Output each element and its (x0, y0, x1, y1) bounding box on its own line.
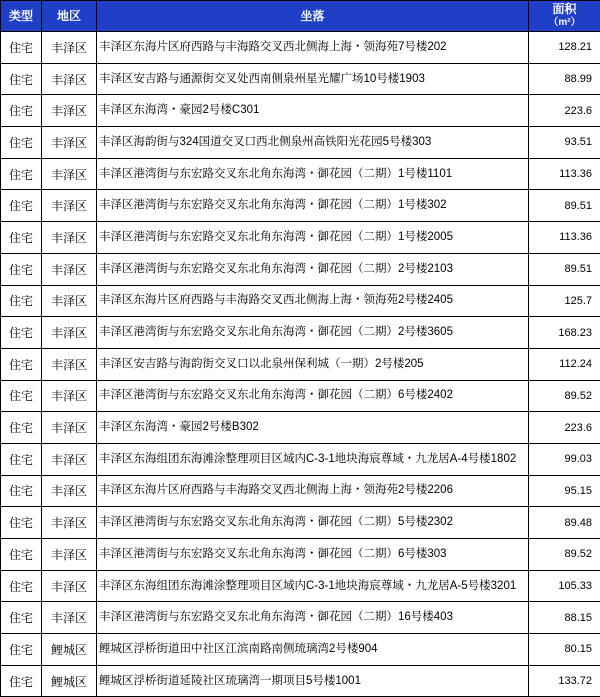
cell-district: 丰泽区 (42, 32, 97, 64)
cell-district: 丰泽区 (42, 158, 97, 190)
table-row (1, 570, 600, 602)
table-row (1, 285, 600, 317)
cell-address: 丰泽区东海湾・豪园2号楼B302 (97, 412, 529, 444)
cell-type: 住宅 (1, 63, 42, 95)
cell-address: 丰泽区港湾街与东宏路交叉东北角东海湾・御花园（二期）16号楼403 (97, 602, 529, 634)
table-row (1, 507, 600, 539)
cell-type: 住宅 (1, 285, 42, 317)
table-row (1, 380, 600, 412)
cell-area: 125.7 (529, 285, 600, 317)
table-row (1, 634, 600, 666)
header-area (529, 1, 600, 32)
header-area-label: 面积 (552, 2, 576, 16)
cell-type: 住宅 (1, 253, 42, 285)
cell-area: 88.99 (529, 63, 600, 95)
cell-district: 丰泽区 (42, 348, 97, 380)
cell-type: 住宅 (1, 412, 42, 444)
cell-area: 112.24 (529, 348, 600, 380)
header-address: 坐落 (97, 1, 529, 32)
cell-address: 丰泽区东海片区府西路与丰海路交叉西北侧海上海・领海苑2号楼2206 (97, 475, 529, 507)
cell-district: 丰泽区 (42, 95, 97, 127)
cell-address: 丰泽区海韵街与324国道交叉口西北侧泉州高铁阳光花园5号楼303 (97, 127, 529, 159)
table-row (1, 127, 600, 159)
table-row (1, 665, 600, 697)
cell-type: 住宅 (1, 602, 42, 634)
cell-area: 89.52 (529, 539, 600, 571)
table-row (1, 412, 600, 444)
cell-type: 住宅 (1, 634, 42, 666)
cell-type: 住宅 (1, 158, 42, 190)
header-row (1, 1, 600, 32)
cell-type: 住宅 (1, 95, 42, 127)
table-row (1, 539, 600, 571)
cell-address: 丰泽区港湾街与东宏路交叉东北角东海湾・御花园（二期）1号楼2005 (97, 222, 529, 254)
cell-district: 丰泽区 (42, 253, 97, 285)
cell-area: 95.15 (529, 475, 600, 507)
cell-type: 住宅 (1, 443, 42, 475)
table-row (1, 95, 600, 127)
cell-address: 丰泽区安吉路与通源街交叉处西南侧泉州星光耀广场10号楼1903 (97, 63, 529, 95)
table-row (1, 32, 600, 64)
header-area-unit: （m²） (531, 16, 598, 29)
cell-type: 住宅 (1, 190, 42, 222)
cell-address: 丰泽区东海片区府西路与丰海路交叉西北侧海上海・领海苑7号楼202 (97, 32, 529, 64)
cell-address: 丰泽区港湾街与东宏路交叉东北角东海湾・御花园（二期）1号楼1101 (97, 158, 529, 190)
cell-area: 133.72 (529, 665, 600, 697)
header-district: 地区 (42, 1, 97, 32)
cell-area: 89.52 (529, 380, 600, 412)
table-body (1, 32, 600, 697)
table-row (1, 443, 600, 475)
cell-district: 丰泽区 (42, 443, 97, 475)
cell-area: 89.51 (529, 253, 600, 285)
cell-address: 丰泽区港湾街与东宏路交叉东北角东海湾・御花园（二期）6号楼2402 (97, 380, 529, 412)
cell-district: 丰泽区 (42, 507, 97, 539)
table-row (1, 348, 600, 380)
table-row (1, 222, 600, 254)
cell-district: 丰泽区 (42, 412, 97, 444)
cell-area: 99.03 (529, 443, 600, 475)
cell-area: 113.36 (529, 222, 600, 254)
cell-area: 80.15 (529, 634, 600, 666)
cell-address: 丰泽区东海湾・豪园2号楼C301 (97, 95, 529, 127)
cell-address: 鲤城区浮桥街道田中社区江滨南路南侧琉璃湾2号楼904 (97, 634, 529, 666)
table-header (1, 1, 600, 32)
cell-address: 丰泽区港湾街与东宏路交叉东北角东海湾・御花园（二期）1号楼302 (97, 190, 529, 222)
cell-area: 105.33 (529, 570, 600, 602)
table-row (1, 190, 600, 222)
cell-area: 223.6 (529, 95, 600, 127)
cell-district: 丰泽区 (42, 285, 97, 317)
cell-type: 住宅 (1, 475, 42, 507)
cell-district: 丰泽区 (42, 380, 97, 412)
cell-area: 89.48 (529, 507, 600, 539)
table-row (1, 602, 600, 634)
cell-area: 113.36 (529, 158, 600, 190)
cell-address: 丰泽区安吉路与海韵街交叉口以北泉州保利城（一期）2号楼205 (97, 348, 529, 380)
cell-area: 223.6 (529, 412, 600, 444)
cell-district: 丰泽区 (42, 63, 97, 95)
cell-type: 住宅 (1, 348, 42, 380)
cell-district: 鲤城区 (42, 634, 97, 666)
cell-address: 丰泽区港湾街与东宏路交叉东北角东海湾・御花园（二期）2号楼3605 (97, 317, 529, 349)
table-row (1, 63, 600, 95)
cell-address: 鲤城区浮桥街道延陵社区琉璃湾一期项目5号楼1001 (97, 665, 529, 697)
cell-type: 住宅 (1, 32, 42, 64)
cell-type: 住宅 (1, 507, 42, 539)
cell-type: 住宅 (1, 539, 42, 571)
cell-address: 丰泽区东海组团东海滩涂整理项目区域内C-3-1地块海宸尊域・九龙居A-5号楼3201 (97, 570, 529, 602)
cell-address: 丰泽区东海组团东海滩涂整理项目区域内C-3-1地块海宸尊域・九龙居A-4号楼1802 (97, 443, 529, 475)
cell-type: 住宅 (1, 317, 42, 349)
cell-address: 丰泽区港湾街与东宏路交叉东北角东海湾・御花园（二期）6号楼303 (97, 539, 529, 571)
cell-address: 丰泽区港湾街与东宏路交叉东北角东海湾・御花园（二期）2号楼2103 (97, 253, 529, 285)
cell-type: 住宅 (1, 665, 42, 697)
cell-district: 丰泽区 (42, 475, 97, 507)
cell-district: 丰泽区 (42, 317, 97, 349)
cell-district: 丰泽区 (42, 602, 97, 634)
cell-district: 丰泽区 (42, 127, 97, 159)
cell-district: 丰泽区 (42, 222, 97, 254)
cell-type: 住宅 (1, 127, 42, 159)
table-row (1, 475, 600, 507)
cell-type: 住宅 (1, 380, 42, 412)
table-row (1, 317, 600, 349)
cell-district: 丰泽区 (42, 539, 97, 571)
cell-area: 128.21 (529, 32, 600, 64)
header-type: 类型 (1, 1, 42, 32)
cell-area: 93.51 (529, 127, 600, 159)
cell-type: 住宅 (1, 222, 42, 254)
cell-address: 丰泽区港湾街与东宏路交叉东北角东海湾・御花园（二期）5号楼2302 (97, 507, 529, 539)
table-row (1, 158, 600, 190)
table-row (1, 253, 600, 285)
cell-area: 168.23 (529, 317, 600, 349)
cell-address: 丰泽区东海片区府西路与丰海路交叉西北侧海上海・领海苑2号楼2405 (97, 285, 529, 317)
cell-area: 89.51 (529, 190, 600, 222)
cell-area: 88.15 (529, 602, 600, 634)
cell-district: 鲤城区 (42, 665, 97, 697)
cell-district: 丰泽区 (42, 190, 97, 222)
cell-type: 住宅 (1, 570, 42, 602)
cell-district: 丰泽区 (42, 570, 97, 602)
